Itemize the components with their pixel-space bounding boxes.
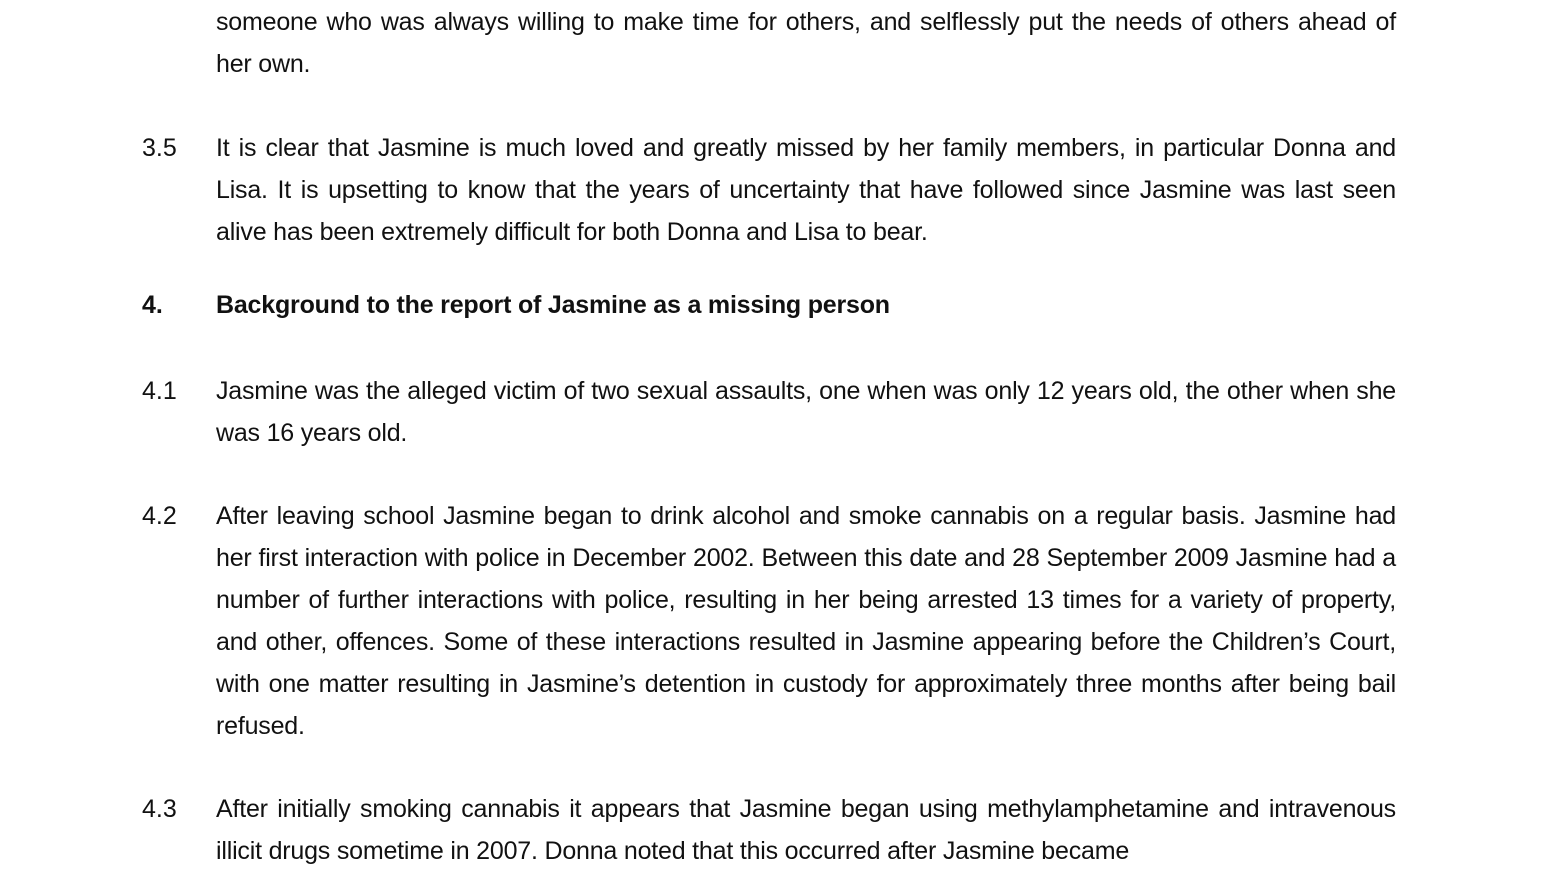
paragraph-number: 4.1 bbox=[142, 377, 177, 405]
section-title: Background to the report of Jasmine as a missing person bbox=[216, 291, 890, 319]
paragraph-3-5 bbox=[142, 127, 1396, 253]
paragraph-text: After initially smoking cannabis it appears that Jasmine began using methylamphetamine and intravenous illicit drugs sometime in 2007. Donna noted that this occurred after Jasmine became bbox=[216, 795, 1396, 865]
paragraph-number: 3.5 bbox=[142, 134, 177, 162]
section-number: 4. bbox=[142, 291, 163, 319]
paragraph-text: someone who was always willing to make time for others, and selflessly put the needs of others ahead of her own. bbox=[216, 8, 1396, 78]
paragraph-number: 4.2 bbox=[142, 502, 177, 530]
paragraph-text: Jasmine was the alleged victim of two sexual assaults, one when was only 12 years old, the other when she was 16 years old. bbox=[216, 377, 1396, 447]
paragraph-3-4-continuation bbox=[142, 1, 1396, 85]
paragraph-4-2 bbox=[142, 495, 1396, 747]
paragraph-text: It is clear that Jasmine is much loved and greatly missed by her family members, in particular Donna and Lisa. It is upsetting to know that the years of uncertainty that have followed since Jasmine was last seen alive has been extremely difficult for both Donna and Lisa to bear. bbox=[216, 134, 1396, 246]
paragraph-number: 4.3 bbox=[142, 795, 177, 823]
section-heading-4 bbox=[142, 284, 1396, 326]
paragraph-4-3 bbox=[142, 788, 1396, 872]
paragraph-text: After leaving school Jasmine began to drink alcohol and smoke cannabis on a regular basis. Jasmine had her first interaction with police in December 2002. Between this date and 28 September 2009 Jasmine had a number of further interactions with police, resulting in her being arrested 13 times for a variety of property, and other, offences. Some of these interactions resulted in Jasmine appearing before the Children’s Court, with one matter resulting in Jasmine’s detention in custody for approximately three months after being bail refused. bbox=[216, 502, 1396, 740]
paragraph-4-1 bbox=[142, 370, 1396, 454]
